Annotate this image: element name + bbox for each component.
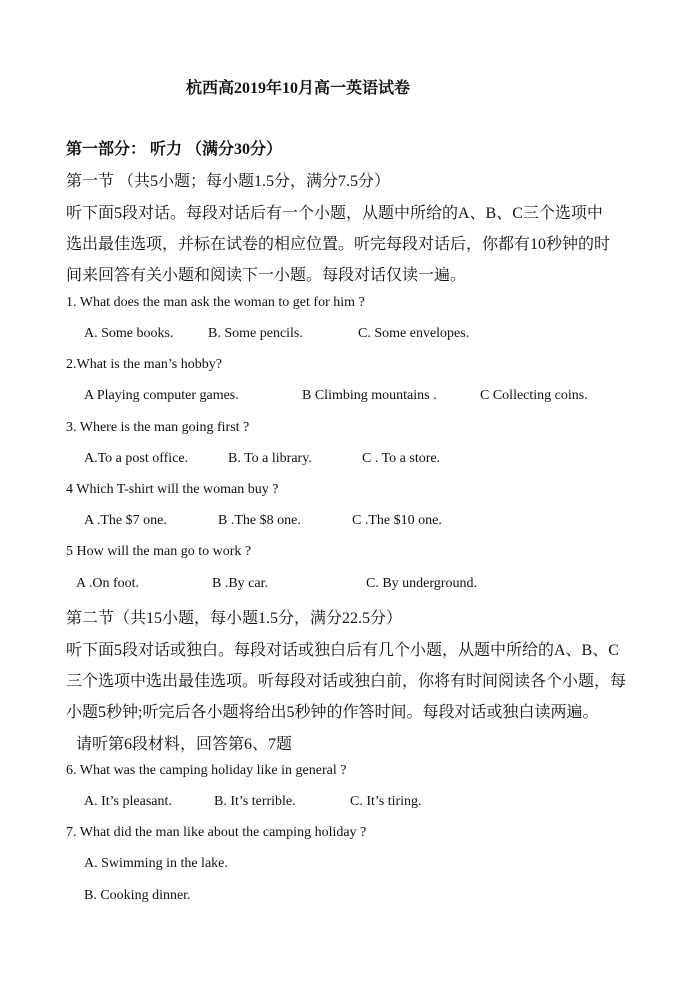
question-6: 6. What was the camping holiday like in general ?	[66, 763, 347, 778]
section1-instruction-line: 选出最佳选项，并标在试卷的相应位置。听完每段对话后，你都有10秒钟的时	[66, 236, 611, 253]
section1-instruction-line: 间来回答有关小题和阅读下一小题。每段对话仅读一遍。	[66, 267, 467, 284]
exam-title: 杭西高2019年10月高一英语试卷	[186, 80, 411, 97]
q5-option-c: C. By underground.	[366, 576, 477, 591]
question-7: 7. What did the man like about the camping holiday ?	[66, 825, 367, 840]
question-2: 2.What is the man’s hobby?	[66, 357, 222, 372]
section1-instruction-line: 听下面5段对话。每段对话后有一个小题，从题中所给的A、B、C三个选项中	[66, 205, 603, 222]
q5-option-a: A .On foot.	[76, 576, 139, 591]
q1-option-b: B. Some pencils.	[208, 326, 303, 341]
q6-option-b: B. It’s terrible.	[214, 794, 296, 809]
question-1: 1. What does the man ask the woman to get for him ?	[66, 295, 365, 310]
q1-option-c: C. Some envelopes.	[358, 326, 470, 341]
question-4: 4 Which T-shirt will the woman buy ?	[66, 482, 279, 497]
q7-option-a: A. Swimming in the lake.	[84, 856, 228, 871]
section2-instruction-line: 三个选项中选出最佳选项。听每段对话或独白前，你将有时间阅读各个小题，每	[66, 673, 627, 690]
q2-option-b: B Climbing mountains .	[302, 388, 437, 403]
section2-instruction-line: 小题5秒钟;听完后各小题将给出5秒钟的作答时间。每段对话或独白读两遍。	[66, 704, 599, 721]
q2-option-a: A Playing computer games.	[84, 388, 239, 403]
q4-option-a: A .The $7 one.	[84, 513, 167, 528]
q2-option-c: C Collecting coins.	[480, 388, 588, 403]
part1-heading: 第一部分： 听力 （满分30分）	[66, 141, 283, 158]
section1-heading: 第一节 （共5小题；每小题1.5分，满分7.5分）	[66, 173, 391, 190]
q7-option-b: B. Cooking dinner.	[84, 888, 191, 903]
q3-option-c: C . To a store.	[362, 451, 441, 466]
question-5: 5 How will the man go to work ?	[66, 544, 252, 559]
material-note: 请听第6段材料，回答第6、7题	[76, 736, 293, 753]
q6-option-c: C. It’s tiring.	[350, 794, 422, 809]
q3-option-a: A.To a post office.	[84, 451, 189, 466]
q4-option-c: C .The $10 one.	[352, 513, 442, 528]
question-3: 3. Where is the man going first ?	[66, 420, 250, 435]
q3-option-b: B. To a library.	[228, 451, 312, 466]
section2-heading: 第二节（共15小题，每小题1.5分，满分22.5分）	[66, 610, 403, 627]
q5-option-b: B .By car.	[212, 576, 268, 591]
q6-option-a: A. It’s pleasant.	[84, 794, 172, 809]
q4-option-b: B .The $8 one.	[218, 513, 301, 528]
q1-option-a: A. Some books.	[84, 326, 174, 341]
section2-instruction-line: 听下面5段对话或独白。每段对话或独白后有几个小题，从题中所给的A、B、C	[66, 642, 619, 659]
